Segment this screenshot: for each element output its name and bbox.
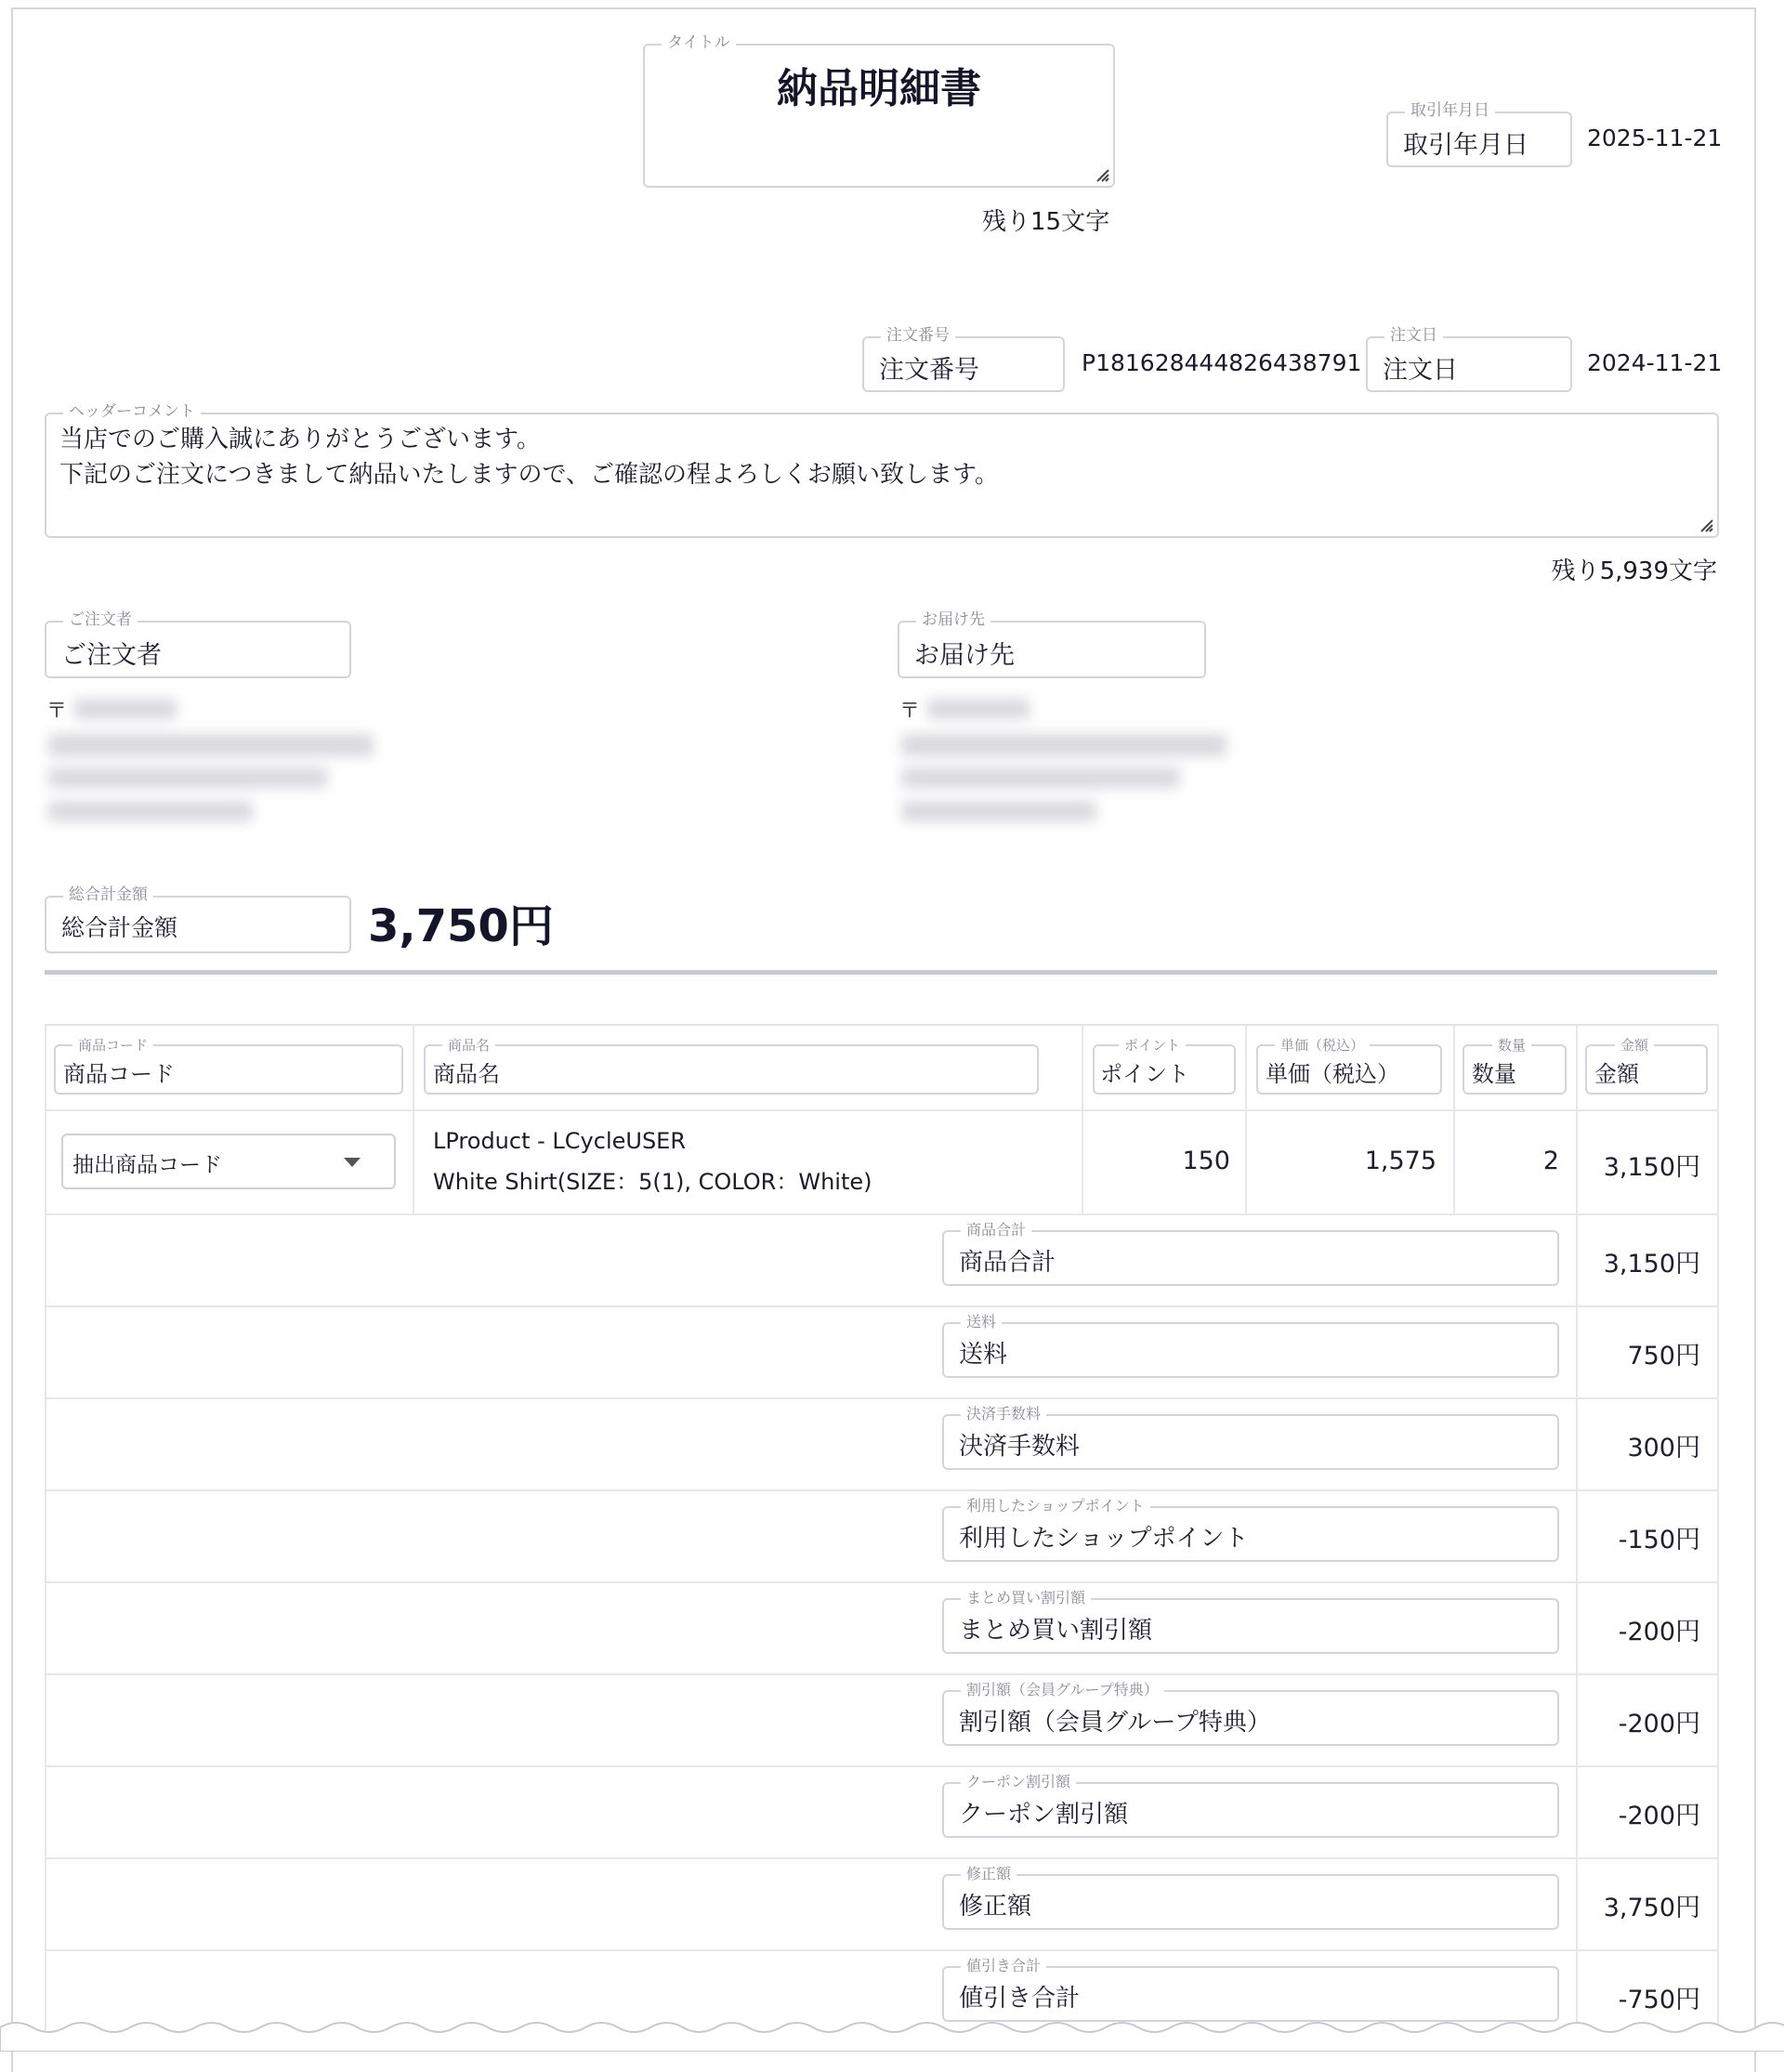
table-border bbox=[1576, 1399, 1578, 1489]
table-border bbox=[1576, 1767, 1578, 1857]
summary-value: -150円 bbox=[1618, 1526, 1700, 1554]
column-point-legend: ポイント bbox=[1119, 1035, 1186, 1056]
summary-value: -200円 bbox=[1618, 1710, 1700, 1738]
summary-label-field[interactable] bbox=[942, 1497, 1559, 1562]
resize-handle-icon[interactable] bbox=[1697, 516, 1713, 532]
summary-legend: クーポン割引額 bbox=[961, 1772, 1076, 1792]
table-border bbox=[1717, 1491, 1719, 1581]
table-border bbox=[1245, 1111, 1247, 1213]
orderer-label-field[interactable] bbox=[45, 610, 351, 678]
table-border bbox=[45, 1675, 46, 1765]
transaction-date-label-field[interactable] bbox=[1386, 101, 1572, 167]
table-border bbox=[413, 1111, 414, 1213]
summary-value: -750円 bbox=[1618, 1986, 1700, 2014]
delivery-address-redacted bbox=[927, 699, 1030, 719]
transaction-date-label: 取引年月日 bbox=[1403, 131, 1528, 160]
summary-row bbox=[45, 1767, 1719, 1859]
orderer-label: ご注文者 bbox=[61, 641, 162, 670]
summary-legend: 値引き合計 bbox=[961, 1956, 1046, 1976]
summary-legend: 利用したショップポイント bbox=[961, 1496, 1150, 1516]
delivery-postal-mark: 〒 bbox=[899, 700, 921, 723]
summary-label-field[interactable] bbox=[942, 1313, 1559, 1378]
column-header-amount[interactable] bbox=[1585, 1037, 1708, 1095]
grand-total-value: 3,750円 bbox=[368, 900, 554, 952]
table-border bbox=[1082, 1026, 1083, 1109]
header-comment-line-1: 当店でのご購入誠にありがとうございます。 bbox=[59, 426, 541, 453]
title-legend: タイトル bbox=[662, 33, 736, 53]
summary-row bbox=[45, 1215, 1719, 1307]
product-name-line-1: LProduct - LCycleUSER bbox=[433, 1128, 687, 1154]
item-point: 150 bbox=[1182, 1147, 1230, 1175]
product-code-select-value: 抽出商品コード bbox=[72, 1153, 222, 1177]
summary-row bbox=[45, 1399, 1719, 1491]
summary-label: 利用したショップポイント bbox=[959, 1525, 1249, 1553]
grand-total-label-field[interactable] bbox=[45, 885, 351, 953]
table-border bbox=[45, 1215, 46, 1305]
grand-total-label: 総合計金額 bbox=[61, 914, 178, 941]
summary-label: 割引額（会員グループ特典） bbox=[959, 1709, 1271, 1737]
table-border bbox=[1576, 1583, 1578, 1673]
summary-label: クーポン割引額 bbox=[959, 1801, 1129, 1829]
column-amount-legend: 金額 bbox=[1615, 1035, 1654, 1056]
title-textarea[interactable] bbox=[643, 33, 1115, 188]
table-border bbox=[1576, 1675, 1578, 1765]
column-header-code[interactable] bbox=[54, 1037, 403, 1095]
table-border bbox=[1576, 1307, 1578, 1397]
table-border bbox=[1453, 1026, 1455, 1109]
summary-label: 送料 bbox=[959, 1341, 1008, 1369]
table-border bbox=[413, 1026, 414, 1109]
header-comment-textarea[interactable] bbox=[45, 402, 1719, 538]
order-date-label-field[interactable] bbox=[1366, 326, 1572, 392]
column-header-name[interactable] bbox=[424, 1037, 1039, 1095]
summary-value: 300円 bbox=[1627, 1434, 1700, 1462]
order-date-legend: 注文日 bbox=[1384, 325, 1443, 346]
orderer-legend: ご注文者 bbox=[63, 610, 138, 630]
chevron-down-icon bbox=[344, 1158, 361, 1167]
product-code-select[interactable] bbox=[61, 1134, 396, 1189]
delivery-address-redacted bbox=[901, 767, 1180, 788]
transaction-date-legend: 取引年月日 bbox=[1405, 100, 1495, 121]
summary-label: 商品合計 bbox=[959, 1249, 1056, 1277]
summary-row bbox=[45, 1307, 1719, 1399]
summary-legend: 送料 bbox=[961, 1312, 1002, 1332]
orderer-postal-mark: 〒 bbox=[46, 700, 68, 723]
column-point-label: ポイント bbox=[1100, 1061, 1189, 1087]
order-date-value: 2024-11-21 bbox=[1587, 349, 1723, 376]
summary-legend: まとめ買い割引額 bbox=[961, 1588, 1091, 1608]
column-header-unit-price[interactable] bbox=[1256, 1037, 1442, 1095]
table-border bbox=[1717, 1026, 1719, 1109]
summary-label: まとめ買い割引額 bbox=[959, 1617, 1153, 1645]
transaction-date-value: 2025-11-21 bbox=[1587, 125, 1723, 151]
section-divider bbox=[45, 970, 1717, 975]
table-border bbox=[1576, 1859, 1578, 1949]
column-code-label: 商品コード bbox=[63, 1061, 175, 1087]
summary-label-field[interactable] bbox=[942, 1865, 1559, 1930]
summary-label-field[interactable] bbox=[942, 1405, 1559, 1470]
table-border bbox=[1245, 1026, 1247, 1109]
column-name-legend: 商品名 bbox=[442, 1035, 495, 1056]
order-number-value: P181628444826438791 bbox=[1082, 349, 1362, 376]
table-border bbox=[45, 1399, 46, 1489]
summary-row bbox=[45, 1491, 1719, 1583]
summary-value: -200円 bbox=[1618, 1618, 1700, 1646]
table-border bbox=[45, 1767, 46, 1857]
delivery-legend: お届け先 bbox=[916, 610, 990, 630]
table-border bbox=[1717, 1859, 1719, 1949]
orderer-address-redacted bbox=[48, 767, 327, 788]
table-row bbox=[45, 1111, 1719, 1215]
table-border bbox=[45, 1307, 46, 1397]
summary-legend: 割引額（会員グループ特典） bbox=[961, 1680, 1164, 1700]
table-border bbox=[1576, 1491, 1578, 1581]
item-amount: 3,150円 bbox=[1603, 1153, 1700, 1182]
summary-label: 決済手数料 bbox=[959, 1433, 1081, 1461]
table-border bbox=[1576, 1111, 1578, 1213]
column-unit-price-label: 単価（税込） bbox=[1266, 1061, 1399, 1087]
table-border bbox=[1717, 1583, 1719, 1673]
column-name-label: 商品名 bbox=[433, 1061, 500, 1087]
summary-label-field[interactable] bbox=[942, 1773, 1559, 1838]
summary-row bbox=[45, 1859, 1719, 1951]
orderer-address-redacted bbox=[74, 699, 177, 719]
table-header-row bbox=[45, 1026, 1719, 1111]
summary-legend: 決済手数料 bbox=[961, 1404, 1046, 1424]
table-border bbox=[45, 1583, 46, 1673]
column-qty-label: 数量 bbox=[1472, 1061, 1516, 1087]
summary-legend: 商品合計 bbox=[961, 1220, 1031, 1240]
summary-label-field[interactable] bbox=[942, 1221, 1559, 1286]
title-value: 納品明細書 bbox=[777, 65, 981, 112]
delivery-address-redacted bbox=[901, 801, 1096, 821]
header-comment-remaining-chars: 残り5,939文字 bbox=[1551, 557, 1717, 585]
orderer-address-redacted bbox=[48, 801, 253, 821]
column-unit-price-legend: 単価（税込） bbox=[1275, 1035, 1370, 1056]
summary-label: 値引き合計 bbox=[959, 1985, 1081, 2013]
table-border bbox=[1082, 1111, 1083, 1213]
table-border bbox=[45, 1026, 46, 1109]
summary-label-field[interactable] bbox=[942, 1681, 1559, 1746]
table-border bbox=[1453, 1111, 1455, 1213]
table-border bbox=[1717, 1111, 1719, 1213]
summary-label-field[interactable] bbox=[942, 1589, 1559, 1654]
header-comment-legend: ヘッダーコメント bbox=[63, 401, 201, 422]
table-border bbox=[45, 1111, 46, 1213]
header-comment-line-2: 下記のご注文につきまして納品いたしますので、ご確認の程よろしくお願い致します。 bbox=[59, 461, 999, 489]
column-amount-label: 金額 bbox=[1594, 1061, 1639, 1087]
table-border bbox=[1717, 1399, 1719, 1489]
column-header-point[interactable] bbox=[1093, 1037, 1236, 1095]
resize-handle-icon[interactable] bbox=[1093, 165, 1109, 182]
order-date-label: 注文日 bbox=[1383, 356, 1458, 385]
delivery-label-field[interactable] bbox=[898, 610, 1206, 678]
column-qty-legend: 数量 bbox=[1492, 1035, 1531, 1056]
torn-edge bbox=[0, 2007, 1784, 2052]
title-remaining-chars: 残り15文字 bbox=[982, 208, 1110, 236]
order-number-label: 注文番号 bbox=[879, 356, 979, 385]
summary-value: 3,150円 bbox=[1603, 1250, 1700, 1279]
summary-row bbox=[45, 1583, 1719, 1675]
column-header-qty[interactable] bbox=[1463, 1037, 1567, 1095]
item-qty: 2 bbox=[1542, 1147, 1559, 1175]
item-unit-price: 1,575 bbox=[1364, 1147, 1436, 1175]
orderer-address-redacted bbox=[48, 734, 374, 756]
delivery-label: お届け先 bbox=[914, 641, 1015, 670]
table-border bbox=[1717, 1675, 1719, 1765]
order-number-legend: 注文番号 bbox=[881, 325, 955, 346]
table-border bbox=[1576, 1215, 1578, 1305]
summary-value: 750円 bbox=[1627, 1342, 1700, 1370]
table-border bbox=[45, 1491, 46, 1581]
summary-label: 修正額 bbox=[959, 1893, 1032, 1921]
summary-value: 3,750円 bbox=[1603, 1894, 1700, 1922]
items-table bbox=[45, 1024, 1719, 2057]
table-border bbox=[1717, 1767, 1719, 1857]
column-code-legend: 商品コード bbox=[72, 1035, 153, 1056]
product-name-line-2: White Shirt(SIZE：5(1), COLOR：White) bbox=[433, 1169, 872, 1195]
order-number-label-field[interactable] bbox=[862, 326, 1065, 392]
table-border bbox=[1717, 1215, 1719, 1305]
summary-legend: 修正額 bbox=[961, 1864, 1017, 1884]
table-border bbox=[45, 1859, 46, 1949]
table-border bbox=[1717, 1307, 1719, 1397]
summary-row bbox=[45, 1675, 1719, 1767]
summary-value: -200円 bbox=[1618, 1802, 1700, 1830]
grand-total-legend: 総合計金額 bbox=[63, 885, 153, 905]
delivery-address-redacted bbox=[901, 734, 1226, 756]
table-border bbox=[1576, 1026, 1578, 1109]
